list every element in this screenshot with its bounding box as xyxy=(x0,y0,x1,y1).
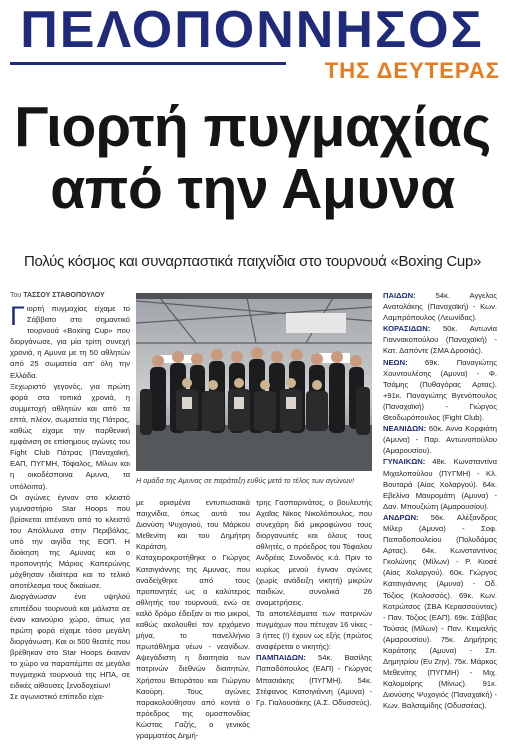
category-label: ΠΑΙΔΩΝ: xyxy=(383,291,416,300)
team-photo-image xyxy=(136,293,372,471)
paragraph-2: Ξεχωριστό γεγονός, για πρώτη φορά στα τοπικά χρονιά, η συμμετοχή αθλητών και από τα επτά, πλέον, σωματεία της Πάτρας, καθώς είχαμε την παρθενική εμφάνιση σε επίσημους αγώνες του Fight Club Πάτρας (Παναχαϊκή, ΕΑΠ, ΠΥΓΜΗ, Τόφαλος, Μίλων και η οικοδέσποινα Αμυνα, τα υπόλοιπα). xyxy=(10,381,130,491)
masthead xyxy=(0,0,505,86)
category-results: 60κ. Αννα Κορφιάτη (Αμυνα) - Παρ. Αντωνοπούλου (Αμαρουσίου). xyxy=(383,424,497,456)
photo-caption: Η ομάδα της Αμυνας σε παράταξη ευθύς μετά το τέλος των αγώνων! xyxy=(136,476,355,485)
paragraph-6-start: Καταχειροκροτήθηκε ο Γιώργος Κατσιγιάννης της Αμυνας, που αναδείχθηκε από τους προπονητές ως ο καλύτερος αθλητής του τουρνουά, ενώ σε καλό δρόμο έδειξαν οι πιο μικροί, καθώς ακολουθεί τον ερχόμενο μήνα, το πανελλήνιο πρωτάθλημα νέων - νεανίδων. Αψεγάδιστη η διαιτησία των πατρινών διεθνών διαιτητών, Χρήστου Βιτυράτου και Γιώργου Καούρη. Τους αγώνες παρακολούθησαν από κοντά ο πρόεδρος της ομοσπονδίας Κώστας Γαζής, ο γενικός γραμματέας Δημή- xyxy=(136,553,250,740)
paragraph-1-text: ιορτή πυγμαχίας είχαμε το Σάββατο στο σημαντικό τουρνουά «Boxing Cup» που διοργάνωσε, για μία τρίτη συνεχή χρονιά, η Αμυνα με τη 50 αθλητών από 25 σωματεία απ' όλη την Ελλάδα. xyxy=(10,304,130,380)
team-photo xyxy=(136,293,372,471)
article-column-3 xyxy=(256,497,372,743)
result-korasidon xyxy=(383,323,497,356)
newspaper-edition: ΤΗΣ ΔΕΥΤΕΡΑΣ xyxy=(324,58,500,83)
result-paidon xyxy=(383,290,497,323)
category-label: ΑΝΔΡΩΝ: xyxy=(383,512,419,522)
result-neanidon xyxy=(383,423,497,456)
category-results: 48κ. Κωνσταντίνα Μιχαλοπούλου (ΠΥΓΜΗ) - Κλ. Βουταρά (Αίας Χολαργού). 64κ. Εβελίνα Μαυρομάτη (Αμυνα) - Δαν. Μπουζιώτη (Αμαρουσίου). xyxy=(383,457,497,511)
headline-line-1: Γιορτή πυγμαχίας xyxy=(14,95,491,159)
headline-line-2: από την Αμυνα xyxy=(50,157,455,221)
result-neon xyxy=(383,357,497,424)
paragraph-1 xyxy=(10,303,130,381)
result-gynaikon xyxy=(383,456,497,511)
article-column-1 xyxy=(10,303,130,743)
category-results: 54κ. Αγγελος Ανατολάκης (Παναχαϊκή) - Κων. Λαμπρόπουλος (Λεωνίδας). xyxy=(383,291,497,323)
byline xyxy=(10,290,130,302)
paragraph-5-start: Σε αγωνιστικό επίπεδο είχα- xyxy=(10,692,105,702)
byline-author: ΤΑΣΣΟΥ ΣΤΑΘΟΠΟΥΛΟΥ xyxy=(23,292,105,299)
category-results: 69κ. Παναγιώτης Χουντουλέσης (Αμυνα) - Φ. Τσάμης (Πυθαγόρας Αρτας). +91κ. Παναγιώτης Βγενόπουλος (Παναχαϊκή) - Γιώργος Θεοδωρόπουλος (Fight Club). xyxy=(383,357,497,423)
category-label: ΚΟΡΑΣΙΔΩΝ: xyxy=(383,324,431,334)
paragraph-7: Τα αποτελέσματα των πατρινών πυγμάχων που πέτυχαν 16 νίκες - 3 ήττες (!) έχουν ως εξής (πρώτος αναφέρεται ο νικητής): xyxy=(256,608,372,652)
paragraph-5-end: με ορισμένα εντυπωσιακά παιχνίδια, όπως αυτά του Διονύση Ψυχογιού, του Μάρκου Μεθενίτη και του Δημήτρη Καράτση. xyxy=(136,498,250,552)
category-label: ΓΥΝΑΙΚΩΝ: xyxy=(383,457,426,467)
paragraph-6-end: τρης Γασπαρινάτος, ο βουλευτής Αχαΐας Νίκος Νικολόπουλος, που συνεχάρη διά μικροφώνου τους διοργανωτές και όλους τους αθλητές, ο πρόεδρος του Τόφαλου Ανδρέας Συνοδινός κ.ά. Πριν το κυρίως μενού έγιναν αγώνες (χωρίς ανάδειξη νικητή) μικρών παιδιών, συνολικά 26 αναμετρήσεις. xyxy=(256,498,372,607)
category-results: 50κ. Αντωνία Γιαννακοπούλου (Παναχαϊκή) - Κατ. Δαπόντε (ΣΜΑ Δροσιάς). xyxy=(383,324,497,356)
subtitle: Πολύς κόσμος και συναρπαστικά παιχνίδια στο τουρνουά «Boxing Cup» xyxy=(23,253,482,270)
paragraph-3: Οι αγώνες έγιναν στο κλειστό γυμναστήριο Star Hoops που βρίσκεται απέναντι από το κλειστό του Απόλλωνα στην Περιβόλας, υπό την αιγίδα της ΕΟΠ. Η διοίκηση της Αμυνας και ο προπονητής Μάριος Καπερώνης μόχθησαν ιδιαίτερα και το τελικό αποτέλεσμα τους δικαίωσε. xyxy=(10,492,130,591)
category-label: ΠΑΜΠΑΙΔΩΝ: xyxy=(256,653,306,663)
headline xyxy=(10,96,495,220)
category-results: 54κ. Βασίλης Παπαδόπουλος (ΕΑΠ) - Γιώργος Μπασιάκης (ΠΥΓΜΗ). 54κ. Στέφανος Κατσιγιάννη (Αμυνα) - Γρ. Γιαλουσάκης (Α.Σ. Οδυσσεύς). xyxy=(256,653,372,707)
masthead-rule xyxy=(10,62,286,65)
byline-prefix: Του xyxy=(10,292,24,299)
result-andron xyxy=(383,512,497,712)
dropcap: Γ xyxy=(10,303,25,331)
paragraph-4: Διοργάνωσαν ένα υψηλού επιπέδου τουρνουά και μάλιστα σε έναν καινούριο χώρο, όπως για πρώτη φορά είχαμε τόσο μεγάλη διοργάνωση. Και οι 500 θεατές που βρέθηκαν στο Star Hoops έκαναν το χώρο να παραπέμπει σε μεγάλα πυγμαχικά τουρνουά της ΗΠΑ, σε ειδικές αίθουσες ξενοδοχείων! xyxy=(10,592,130,691)
result-pampaidon xyxy=(256,652,372,707)
article-column-2 xyxy=(136,497,250,743)
category-label: ΝΕΑΝΙΔΩΝ: xyxy=(383,424,427,434)
category-label: ΝΕΩΝ: xyxy=(383,357,408,367)
newspaper-name: ΠΕΛΟΠΟΝΝΗΣΟΣ xyxy=(20,1,484,59)
category-results: 56κ. Αλέξανδρος Μίλερ (Αμυνα) - Σοφ. Παπαδοπουλείου (Πολυδάμας Αρτας). 64κ. Κωνσταντίνος Γκολώνης (Μίλων) - Ρ. Κιοσέ (Αίας Χολαργού). 60κ. Γιώργος Κατσιγιάννης (Αμυνα) - Οδ. Τόζιος (Κολοσσός). 69κ. Κων. Κοτρώτσος (ΣΒΑ Κερασσούντας) - Παν. Τόζιος (ΕΑΠ). 69κ. Σάββας Τούσας (Μίλων) - Παν. Κειμαλής (Αμαρουσίου). 75κ. Δημήτρης Καράτσης (Αμυνα) - Σπ. Δημητρίου (Ευ Ζην). 75κ. Μάρκος Μεθενίτης (ΠΥΓΜΗ) - Μιχ. Καλομοίρης (Μίνως). 91κ. Διονύσης Ψυχογιός (Παναχαϊκή) - Κων. Βαλσαμίδης (Οδυσσέας). xyxy=(383,512,497,711)
article-column-4 xyxy=(383,290,497,743)
